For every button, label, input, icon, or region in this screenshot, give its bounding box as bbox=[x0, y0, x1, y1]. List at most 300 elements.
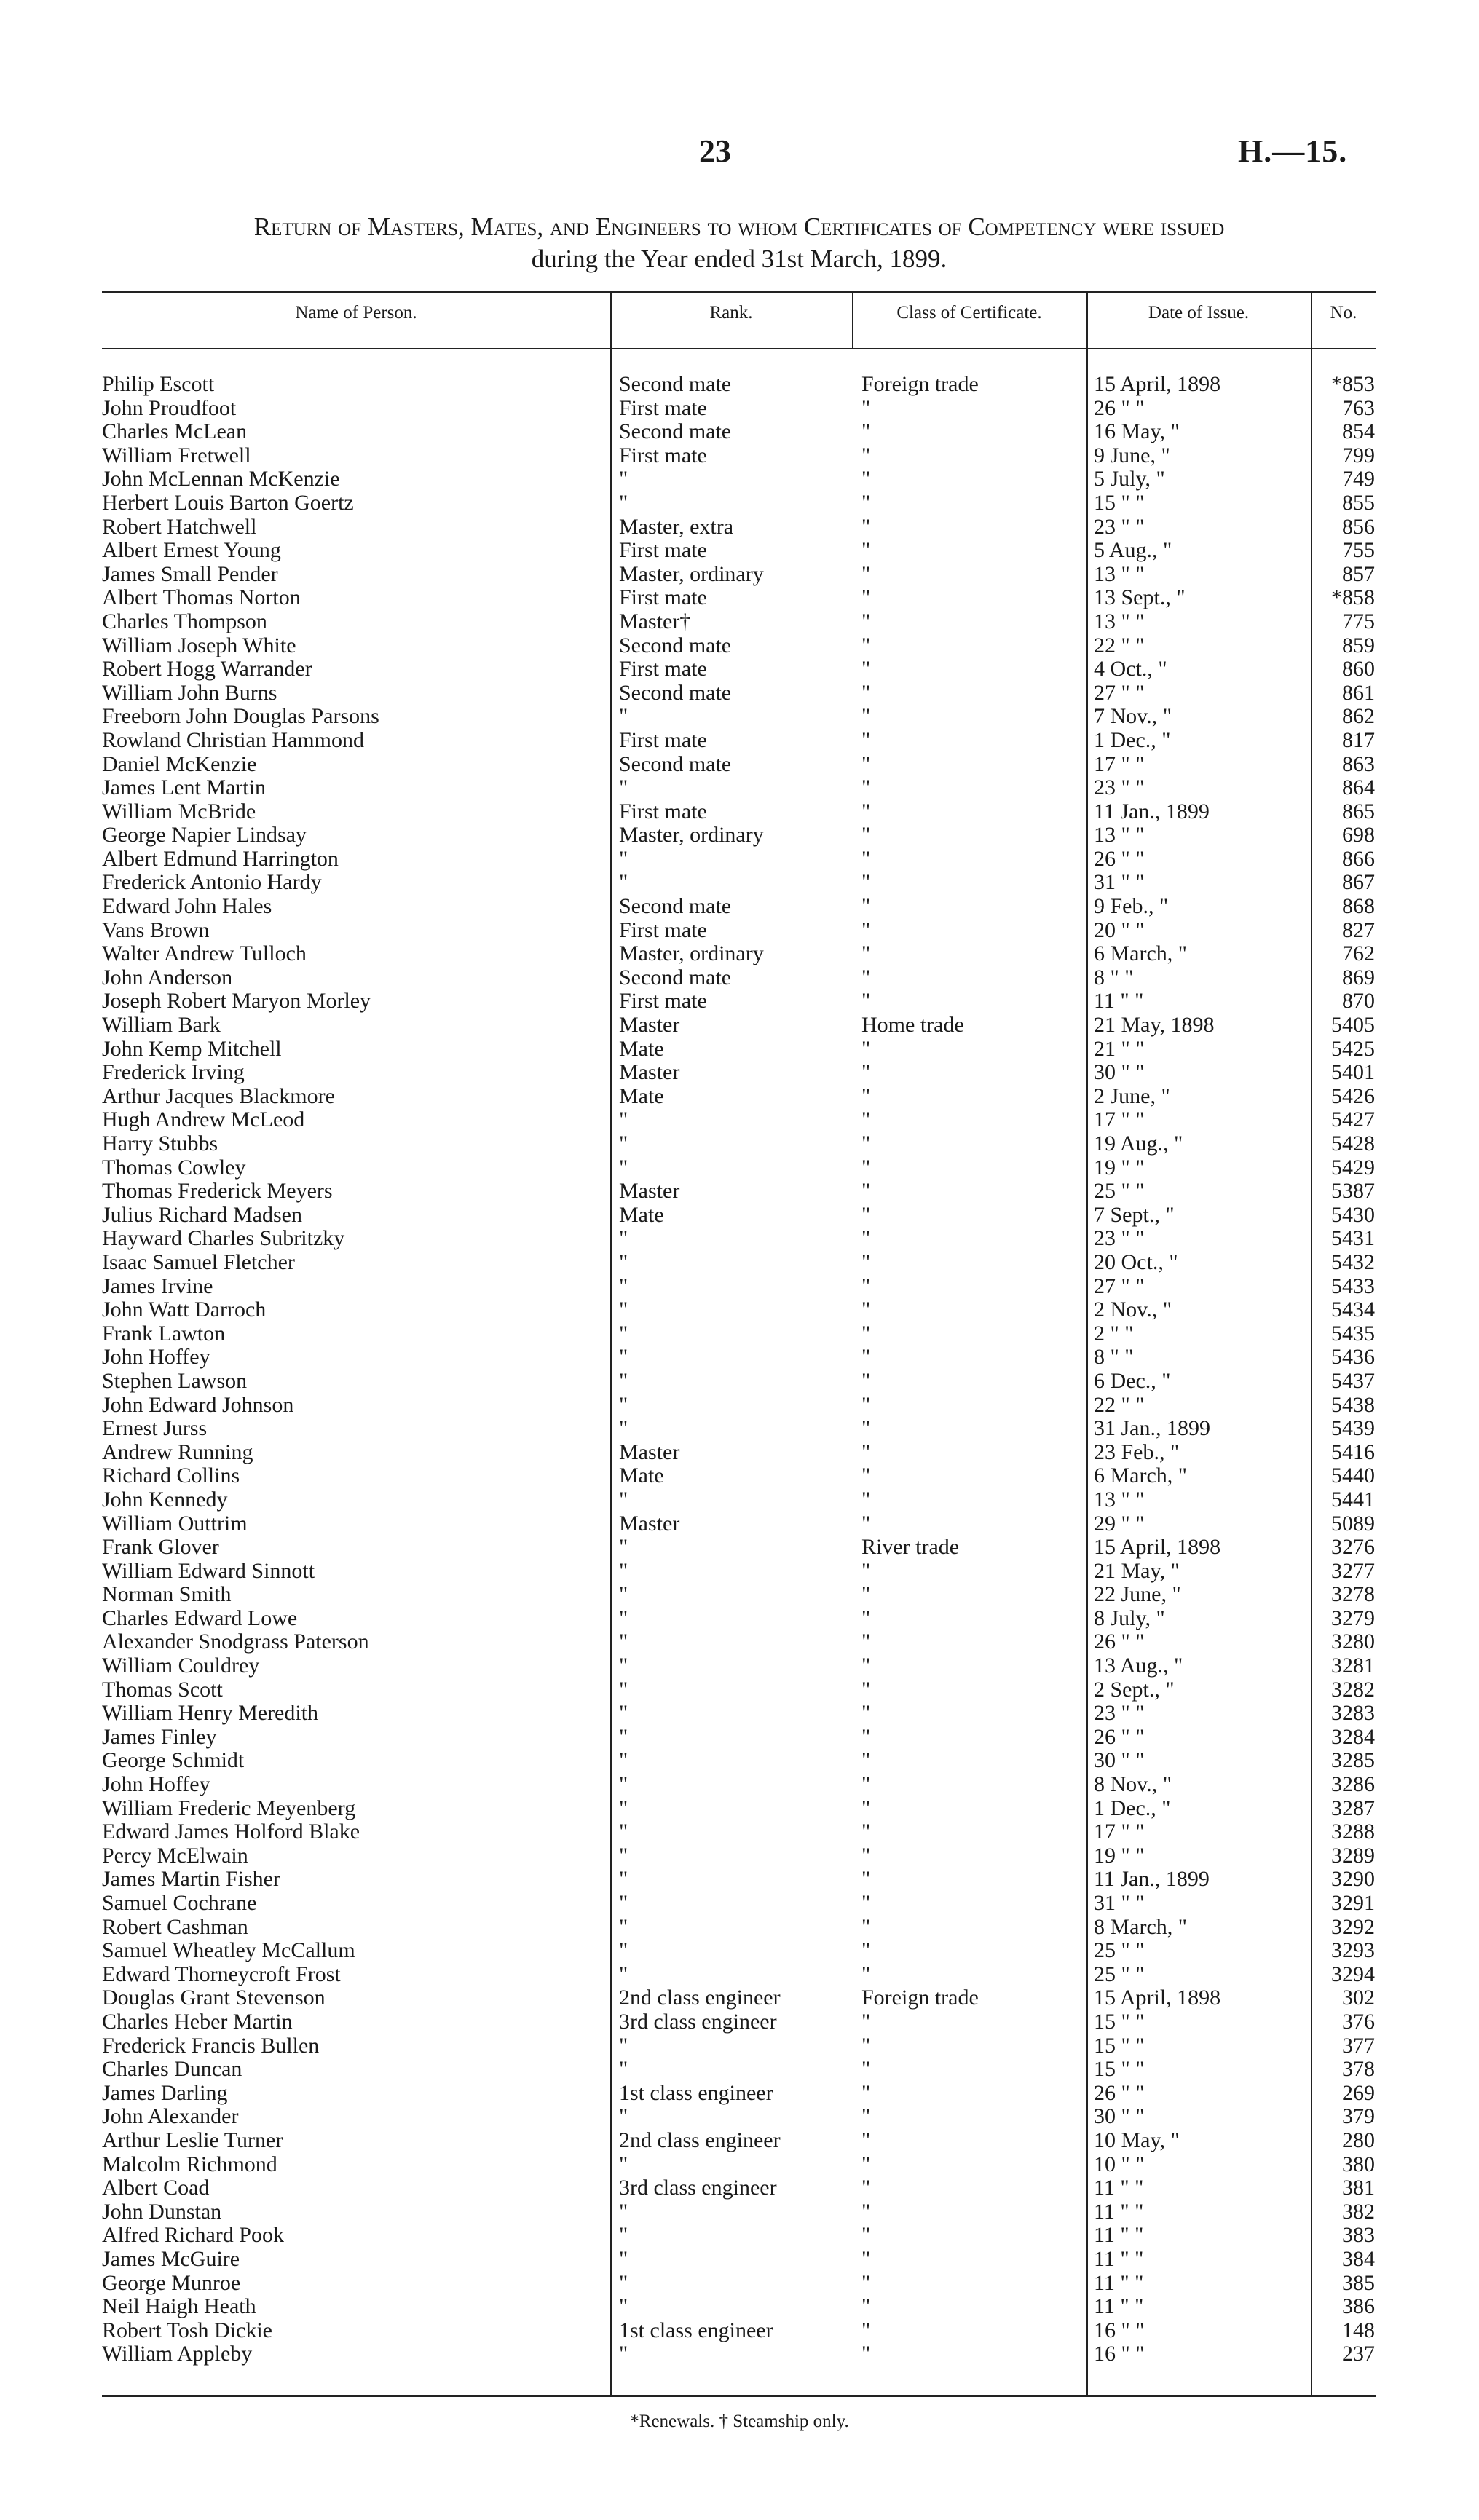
rank: 1st class engineer bbox=[619, 2081, 773, 2105]
person-name: Ernest Jurss bbox=[102, 1417, 208, 1441]
date-of-issue: 22 June, " bbox=[1094, 1583, 1181, 1607]
person-name: Robert Hatchwell bbox=[102, 515, 257, 539]
person-name: James Darling bbox=[102, 2081, 228, 2105]
date-of-issue: 8 " " bbox=[1094, 965, 1134, 990]
certificate-class: " bbox=[861, 990, 871, 1014]
person-name: William Henry Meredith bbox=[102, 1702, 319, 1726]
date-of-issue: 6 March, " bbox=[1094, 942, 1188, 966]
date-of-issue: 11 " " bbox=[1094, 2200, 1144, 2224]
date-of-issue: 11 " " bbox=[1094, 2176, 1144, 2200]
table-row bbox=[0, 1773, 1479, 1797]
certificate-class: " bbox=[861, 728, 871, 752]
date-of-issue: 23 " " bbox=[1094, 1227, 1145, 1251]
rank: " bbox=[619, 1417, 628, 1441]
rank: " bbox=[619, 1298, 628, 1322]
table-row bbox=[0, 1844, 1479, 1868]
rank: " bbox=[619, 1820, 628, 1844]
certificate-class: " bbox=[861, 2034, 871, 2058]
rank: " bbox=[619, 705, 628, 729]
date-of-issue: 23 " " bbox=[1094, 515, 1145, 539]
date-of-issue: 29 " " bbox=[1094, 1512, 1145, 1536]
rank: " bbox=[619, 1868, 628, 1892]
date-of-issue: 11 " " bbox=[1094, 2295, 1144, 2319]
date-of-issue: 8 July, " bbox=[1094, 1606, 1165, 1630]
rank: Mate bbox=[619, 1084, 664, 1108]
certificate-number: 5439 bbox=[1331, 1416, 1375, 1441]
table-row bbox=[0, 1488, 1479, 1512]
date-of-issue: 25 " " bbox=[1094, 1180, 1145, 1204]
date-of-issue: 30 " " bbox=[1094, 1061, 1145, 1085]
certificate-number: 376 bbox=[1342, 2009, 1375, 2034]
person-name: John Kemp Mitchell bbox=[102, 1037, 282, 1061]
rank: 3rd class engineer bbox=[619, 2010, 777, 2034]
table-row bbox=[0, 1322, 1479, 1346]
table-row bbox=[0, 1583, 1479, 1607]
table-row bbox=[0, 1916, 1479, 1940]
certificate-number: 3293 bbox=[1331, 1938, 1375, 1963]
rank: " bbox=[619, 1606, 628, 1630]
certificate-class: " bbox=[861, 1773, 871, 1797]
date-of-issue: 26 " " bbox=[1094, 396, 1145, 420]
table-top-rule bbox=[102, 291, 1376, 293]
table-row bbox=[0, 823, 1479, 848]
date-of-issue: 15 " " bbox=[1094, 491, 1145, 515]
person-name: Andrew Running bbox=[102, 1440, 253, 1464]
person-name: William Bark bbox=[102, 1014, 221, 1038]
rank: " bbox=[619, 1630, 628, 1654]
person-name: John Hoffey bbox=[102, 1773, 210, 1797]
rank: " bbox=[619, 1322, 628, 1346]
rank: " bbox=[619, 2152, 628, 2176]
certificate-class: " bbox=[861, 942, 871, 966]
rank: First mate bbox=[619, 918, 707, 942]
table-row bbox=[0, 563, 1479, 587]
certificate-class: " bbox=[861, 443, 871, 467]
header-rule bbox=[102, 348, 1376, 349]
certificate-class: " bbox=[861, 515, 871, 539]
person-name: Robert Cashman bbox=[102, 1915, 248, 1939]
certificate-number: 749 bbox=[1342, 467, 1375, 491]
certificate-class: " bbox=[861, 2342, 871, 2366]
rank: " bbox=[619, 2034, 628, 2058]
person-name: William Edward Sinnott bbox=[102, 1559, 315, 1583]
table-row bbox=[0, 1298, 1479, 1322]
certificate-number: 237 bbox=[1342, 2342, 1375, 2366]
rank: Master bbox=[619, 1440, 680, 1464]
table-row bbox=[0, 2082, 1479, 2106]
rank: " bbox=[619, 491, 628, 515]
certificate-class: " bbox=[861, 965, 871, 990]
date-of-issue: 27 " " bbox=[1094, 681, 1145, 705]
rank: " bbox=[619, 1702, 628, 1726]
table-row bbox=[0, 1560, 1479, 1584]
certificate-number: 5440 bbox=[1331, 1464, 1375, 1488]
date-of-issue: 11 " " bbox=[1094, 2271, 1144, 2295]
date-of-issue: 23 Feb., " bbox=[1094, 1440, 1180, 1464]
column-header-name: Name of Person. bbox=[295, 303, 417, 323]
table-row bbox=[0, 871, 1479, 895]
rank: 2nd class engineer bbox=[619, 2128, 781, 2152]
certificate-number: 3286 bbox=[1331, 1772, 1375, 1797]
rank: 2nd class engineer bbox=[619, 1986, 781, 2010]
certificate-class: " bbox=[861, 1108, 871, 1132]
certificate-number: 817 bbox=[1342, 727, 1375, 752]
certificate-number: 864 bbox=[1342, 775, 1375, 800]
rank: " bbox=[619, 1108, 628, 1132]
person-name: Frank Lawton bbox=[102, 1322, 226, 1346]
rank: First mate bbox=[619, 990, 707, 1014]
table-row bbox=[0, 2058, 1479, 2082]
rank: Mate bbox=[619, 1203, 664, 1227]
rank: " bbox=[619, 2271, 628, 2295]
table-row bbox=[0, 1797, 1479, 1821]
person-name: Charles Thompson bbox=[102, 609, 267, 633]
certificate-number: 855 bbox=[1342, 490, 1375, 515]
certificate-class: " bbox=[861, 1820, 871, 1844]
person-name: Daniel McKenzie bbox=[102, 752, 257, 776]
table-row bbox=[0, 2319, 1479, 2343]
table-row bbox=[0, 539, 1479, 563]
certificate-number: 3281 bbox=[1331, 1654, 1375, 1678]
table-row bbox=[0, 2272, 1479, 2296]
person-name: Alfred Richard Pook bbox=[102, 2224, 284, 2248]
date-of-issue: 13 " " bbox=[1094, 823, 1145, 848]
table-row bbox=[0, 1014, 1479, 1038]
date-of-issue: 26 " " bbox=[1094, 1725, 1145, 1749]
date-of-issue: 17 " " bbox=[1094, 1820, 1145, 1844]
date-of-issue: 16 May, " bbox=[1094, 420, 1180, 444]
table-row bbox=[0, 800, 1479, 824]
certificate-class: " bbox=[861, 609, 871, 633]
date-of-issue: 8 " " bbox=[1094, 1346, 1134, 1370]
certificate-class: " bbox=[861, 1749, 871, 1773]
table-row bbox=[0, 705, 1479, 729]
person-name: Malcolm Richmond bbox=[102, 2152, 277, 2176]
rank: 1st class engineer bbox=[619, 2318, 773, 2342]
rank: First mate bbox=[619, 586, 707, 610]
table-row bbox=[0, 1986, 1479, 2010]
rank: Master bbox=[619, 1512, 680, 1536]
certificate-number: 5432 bbox=[1331, 1249, 1375, 1274]
rank: " bbox=[619, 1583, 628, 1607]
certificate-number: 5425 bbox=[1331, 1036, 1375, 1061]
person-name: Albert Ernest Young bbox=[102, 539, 281, 563]
certificate-class: " bbox=[861, 1298, 871, 1322]
rank: " bbox=[619, 1346, 628, 1370]
date-of-issue: 6 March, " bbox=[1094, 1464, 1188, 1488]
rank: First mate bbox=[619, 799, 707, 823]
person-name: Richard Collins bbox=[102, 1464, 240, 1488]
rank: " bbox=[619, 2342, 628, 2366]
rank: " bbox=[619, 1393, 628, 1417]
certificate-number: 799 bbox=[1342, 443, 1375, 467]
rank: Mate bbox=[619, 1037, 664, 1061]
certificate-number: 869 bbox=[1342, 965, 1375, 990]
person-name: Albert Edmund Harrington bbox=[102, 847, 339, 871]
table-row bbox=[0, 2105, 1479, 2129]
certificate-number: 381 bbox=[1342, 2176, 1375, 2200]
certificate-number: *858 bbox=[1331, 585, 1375, 610]
certificate-number: 755 bbox=[1342, 538, 1375, 563]
person-name: Frank Glover bbox=[102, 1536, 219, 1560]
rank: " bbox=[619, 1749, 628, 1773]
certificate-number: 3288 bbox=[1331, 1820, 1375, 1844]
certificate-class: " bbox=[861, 2010, 871, 2034]
certificate-number: 868 bbox=[1342, 894, 1375, 919]
rank: Second mate bbox=[619, 752, 732, 776]
certificate-number: 865 bbox=[1342, 799, 1375, 823]
person-name: Robert Hogg Warrander bbox=[102, 657, 312, 682]
footnote: *Renewals. † Steamship only. bbox=[630, 2412, 849, 2431]
certificate-number: 3291 bbox=[1331, 1891, 1375, 1915]
certificate-class: " bbox=[861, 1203, 871, 1227]
rank: Master bbox=[619, 1061, 680, 1085]
person-name: Albert Coad bbox=[102, 2176, 210, 2200]
rank: Second mate bbox=[619, 373, 732, 396]
table-row bbox=[0, 966, 1479, 990]
person-name: Philip Escott bbox=[102, 373, 215, 396]
date-of-issue: 27 " " bbox=[1094, 1274, 1145, 1298]
certificate-class: " bbox=[861, 1702, 871, 1726]
table-row bbox=[0, 1038, 1479, 1062]
person-name: John Watt Darroch bbox=[102, 1298, 267, 1322]
certificate-class: " bbox=[861, 2128, 871, 2152]
rank: Second mate bbox=[619, 633, 732, 657]
rank: " bbox=[619, 1939, 628, 1963]
certificate-number: 3279 bbox=[1331, 1605, 1375, 1630]
person-name: John Kennedy bbox=[102, 1488, 228, 1512]
certificate-number: *853 bbox=[1331, 372, 1375, 396]
person-name: Hayward Charles Subritzky bbox=[102, 1227, 345, 1251]
certificate-number: 763 bbox=[1342, 395, 1375, 420]
person-name: Isaac Samuel Fletcher bbox=[102, 1250, 295, 1274]
person-name: Herbert Louis Barton Goertz bbox=[102, 491, 354, 515]
table-row bbox=[0, 1275, 1479, 1299]
date-of-issue: 23 " " bbox=[1094, 776, 1145, 800]
date-of-issue: 19 Aug., " bbox=[1094, 1132, 1183, 1156]
date-of-issue: 15 " " bbox=[1094, 2058, 1145, 2082]
certificate-number: 5431 bbox=[1331, 1226, 1375, 1251]
certificate-class: " bbox=[861, 799, 871, 823]
table-bottom-rule bbox=[102, 2395, 1376, 2397]
date-of-issue: 26 " " bbox=[1094, 1630, 1145, 1654]
person-name: William Fretwell bbox=[102, 443, 251, 467]
certificate-class: " bbox=[861, 918, 871, 942]
table-row bbox=[0, 420, 1479, 444]
person-name: John Edward Johnson bbox=[102, 1393, 294, 1417]
certificate-number: 5434 bbox=[1331, 1297, 1375, 1322]
rank: " bbox=[619, 1536, 628, 1560]
certificate-class: " bbox=[861, 1678, 871, 1702]
date-of-issue: 11 Jan., 1899 bbox=[1094, 799, 1210, 823]
person-name: Edward James Holford Blake bbox=[102, 1820, 360, 1844]
table-row bbox=[0, 657, 1479, 682]
certificate-number: 870 bbox=[1342, 989, 1375, 1014]
certificate-class: " bbox=[861, 1084, 871, 1108]
rank: " bbox=[619, 1915, 628, 1939]
rank: " bbox=[619, 1844, 628, 1868]
date-of-issue: 21 May, " bbox=[1094, 1559, 1180, 1583]
certificate-number: 3276 bbox=[1331, 1535, 1375, 1560]
person-name: Samuel Cochrane bbox=[102, 1892, 257, 1915]
certificate-number: 3277 bbox=[1331, 1558, 1375, 1583]
certificate-class: " bbox=[861, 1939, 871, 1963]
certificate-number: 3282 bbox=[1331, 1677, 1375, 1702]
certificate-number: 302 bbox=[1342, 1986, 1375, 2010]
person-name: John Anderson bbox=[102, 965, 233, 990]
certificate-class: " bbox=[861, 562, 871, 586]
rank: 3rd class engineer bbox=[619, 2176, 777, 2200]
table-row bbox=[0, 2129, 1479, 2153]
person-name: Douglas Grant Stevenson bbox=[102, 1986, 326, 2010]
person-name: James McGuire bbox=[102, 2247, 240, 2271]
rank: " bbox=[619, 1156, 628, 1180]
certificate-class: " bbox=[861, 586, 871, 610]
certificate-class: " bbox=[861, 776, 871, 800]
column-header-rank: Rank. bbox=[709, 303, 753, 323]
table-row bbox=[0, 2248, 1479, 2272]
table-row bbox=[0, 610, 1479, 634]
certificate-class: " bbox=[861, 1868, 871, 1892]
date-of-issue: 17 " " bbox=[1094, 752, 1145, 776]
person-name: Vans Brown bbox=[102, 918, 210, 942]
certificate-class: " bbox=[861, 895, 871, 919]
date-of-issue: 6 Dec., " bbox=[1094, 1369, 1171, 1393]
rank: " bbox=[619, 1488, 628, 1512]
table-row bbox=[0, 990, 1479, 1014]
person-name: Charles McLean bbox=[102, 420, 248, 444]
column-header-date: Date of Issue. bbox=[1148, 303, 1250, 323]
table-row bbox=[0, 895, 1479, 919]
certificate-number: 698 bbox=[1342, 823, 1375, 848]
table-row bbox=[0, 1251, 1479, 1275]
table-row bbox=[0, 1963, 1479, 1987]
certificate-class: " bbox=[861, 2271, 871, 2295]
certificate-class: Foreign trade bbox=[861, 373, 979, 396]
person-name: George Napier Lindsay bbox=[102, 823, 307, 848]
date-of-issue: 9 June, " bbox=[1094, 443, 1170, 467]
table-row bbox=[0, 682, 1479, 706]
certificate-number: 5437 bbox=[1331, 1368, 1375, 1393]
date-of-issue: 8 March, " bbox=[1094, 1915, 1188, 1939]
table-title bbox=[95, 211, 1384, 275]
person-name: William Joseph White bbox=[102, 633, 296, 657]
rank: Second mate bbox=[619, 895, 732, 919]
certificate-class: River trade bbox=[861, 1536, 960, 1560]
certificate-class: " bbox=[861, 1346, 871, 1370]
rank: " bbox=[619, 2224, 628, 2248]
date-of-issue: 15 April, 1898 bbox=[1094, 373, 1221, 396]
person-name: Thomas Frederick Meyers bbox=[102, 1180, 333, 1204]
person-name: William John Burns bbox=[102, 681, 277, 705]
rank: Master, extra bbox=[619, 515, 734, 539]
rank: " bbox=[619, 1892, 628, 1915]
person-name: Stephen Lawson bbox=[102, 1369, 248, 1393]
table-row bbox=[0, 634, 1479, 658]
rank: Mate bbox=[619, 1464, 664, 1488]
certificate-class: " bbox=[861, 396, 871, 420]
table-row bbox=[0, 2295, 1479, 2319]
date-of-issue: 11 Jan., 1899 bbox=[1094, 1868, 1210, 1892]
person-name: Edward John Hales bbox=[102, 895, 272, 919]
date-of-issue: 5 July, " bbox=[1094, 467, 1165, 491]
certificate-class: Foreign trade bbox=[861, 1986, 979, 2010]
person-name: James Small Pender bbox=[102, 562, 278, 586]
certificate-class: " bbox=[861, 1322, 871, 1346]
rank: Master† bbox=[619, 609, 691, 633]
table-row bbox=[0, 1892, 1479, 1916]
certificate-class: " bbox=[861, 1369, 871, 1393]
date-of-issue: 13 " " bbox=[1094, 609, 1145, 633]
certificate-number: 384 bbox=[1342, 2246, 1375, 2271]
certificate-class: " bbox=[861, 1796, 871, 1820]
certificate-table-body bbox=[0, 373, 1479, 2366]
certificate-number: 775 bbox=[1342, 609, 1375, 633]
table-row bbox=[0, 1820, 1479, 1844]
rank: " bbox=[619, 847, 628, 871]
rank: " bbox=[619, 2105, 628, 2129]
rank: Second mate bbox=[619, 420, 732, 444]
person-name: Norman Smith bbox=[102, 1583, 232, 1607]
certificate-class: " bbox=[861, 491, 871, 515]
certificate-number: 5405 bbox=[1331, 1013, 1375, 1038]
certificate-class: " bbox=[861, 1488, 871, 1512]
table-row bbox=[0, 2200, 1479, 2224]
date-of-issue: 15 " " bbox=[1094, 2034, 1145, 2058]
certificate-class: " bbox=[861, 681, 871, 705]
date-of-issue: 16 " " bbox=[1094, 2342, 1145, 2366]
rank: Second mate bbox=[619, 965, 732, 990]
date-of-issue: 13 Sept., " bbox=[1094, 586, 1186, 610]
certificate-class: " bbox=[861, 1132, 871, 1156]
table-row bbox=[0, 1607, 1479, 1631]
certificate-class: " bbox=[861, 1250, 871, 1274]
table-row bbox=[0, 516, 1479, 540]
person-name: Edward Thorneycroft Frost bbox=[102, 1962, 341, 1986]
person-name: Frederick Francis Bullen bbox=[102, 2034, 320, 2058]
person-name: James Martin Fisher bbox=[102, 1868, 280, 1892]
rank: " bbox=[619, 1796, 628, 1820]
person-name: John Hoffey bbox=[102, 1346, 210, 1370]
date-of-issue: 8 Nov., " bbox=[1094, 1773, 1172, 1797]
certificate-number: 3280 bbox=[1331, 1630, 1375, 1654]
rank: " bbox=[619, 2295, 628, 2319]
date-of-issue: 2 " " bbox=[1094, 1322, 1134, 1346]
rank: " bbox=[619, 2247, 628, 2271]
person-name: Neil Haigh Heath bbox=[102, 2295, 256, 2319]
date-of-issue: 15 " " bbox=[1094, 2010, 1145, 2034]
date-of-issue: 16 " " bbox=[1094, 2318, 1145, 2342]
certificate-number: 862 bbox=[1342, 704, 1375, 729]
person-name: Percy McElwain bbox=[102, 1844, 248, 1868]
table-row bbox=[0, 1204, 1479, 1228]
rank: First mate bbox=[619, 728, 707, 752]
certificate-number: 5426 bbox=[1331, 1083, 1375, 1108]
rank: " bbox=[619, 1962, 628, 1986]
person-name: Alexander Snodgrass Paterson bbox=[102, 1630, 369, 1654]
certificate-number: 860 bbox=[1342, 657, 1375, 682]
date-of-issue: 11 " " bbox=[1094, 2247, 1144, 2271]
table-row bbox=[0, 1370, 1479, 1394]
certificate-number: 5438 bbox=[1331, 1392, 1375, 1417]
date-of-issue: 2 Sept., " bbox=[1094, 1678, 1175, 1702]
rank: " bbox=[619, 1250, 628, 1274]
certificate-number: 383 bbox=[1342, 2223, 1375, 2248]
column-header-no: No. bbox=[1330, 303, 1357, 323]
rank: " bbox=[619, 1559, 628, 1583]
date-of-issue: 31 Jan., 1899 bbox=[1094, 1417, 1210, 1441]
table-row bbox=[0, 586, 1479, 610]
